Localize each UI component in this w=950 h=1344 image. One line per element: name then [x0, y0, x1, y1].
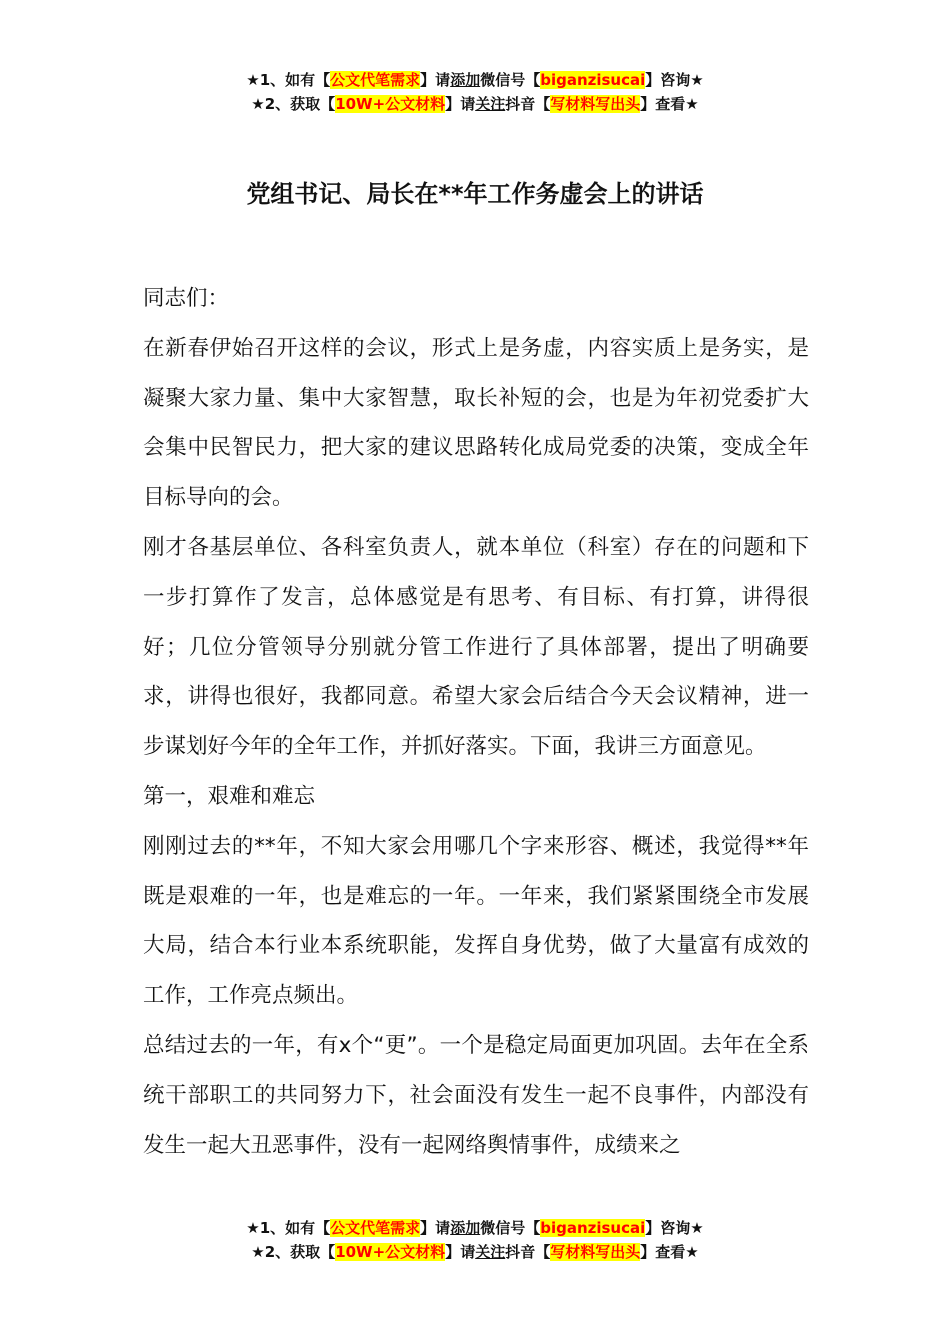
banner-highlight: 10W+公文材料: [335, 1243, 446, 1261]
banner-highlight: 10W+公文材料: [335, 95, 446, 113]
banner-highlight: 公文代笔需求: [330, 71, 421, 89]
salutation: 同志们：: [143, 286, 230, 311]
document-title: 党组书记、局长在**年工作务虚会上的讲话: [246, 180, 704, 208]
document-body: [143, 274, 809, 1170]
banner-highlight: 写材料写出头: [550, 1243, 641, 1261]
paragraph: 总结过去的一年，有x个“更”。一个是稳定局面更加巩固。去年在全系统干部职工的共同努力下，社会面没有发生一起不良事件，内部没有发生一起大丑恶事件，没有一起网络舆情事件，成绩来之: [143, 1032, 809, 1158]
paragraph: 在新春伊始召开这样的会议，形式上是务虚，内容实质上是务实，是凝聚大家力量、集中大家智慧，取长补短的会，也是为年初党委扩大会集中民智民力，把大家的建议思路转化成局党委的决策，变成全年目标导向的会。: [143, 335, 809, 511]
paragraph: 刚才各基层单位、各科室负责人，就本单位（科室）存在的问题和下一步打算作了发言，总体感觉是有思考、有目标、有打算，讲得很好；几位分管领导分别就分管工作进行了具体部署，提出了明确要求，讲得也很好，我都同意。希望大家会后结合今天会议精神，进一步谋划好今年的全年工作，并抓好落实。下面，我讲三方面意见。: [143, 534, 809, 760]
banner-line-1: ★1、如有【公文代笔需求】请添加微信号【biganzisucai】咨询★: [246, 1219, 704, 1237]
banner-highlight: biganzisucai: [540, 71, 646, 89]
banner-highlight: 写材料写出头: [550, 95, 641, 113]
banner-highlight: biganzisucai: [540, 1219, 646, 1237]
footer-banner: [0, 1216, 950, 1264]
banner-line-2: ★2、获取【10W+公文材料】请关注抖音【写材料写出头】查看★: [251, 1243, 699, 1261]
section-heading: 第一，艰难和难忘: [143, 783, 316, 809]
header-banner: [0, 68, 950, 116]
paragraph: 刚刚过去的**年，不知大家会用哪几个字来形容、概述，我觉得**年既是艰难的一年，也是难忘的一年。一年来，我们紧紧围绕全市发展大局，结合本行业本系统职能，发挥自身优势，做了大量富有成效的工作，工作亮点频出。: [143, 833, 809, 1009]
banner-highlight: 公文代笔需求: [330, 1219, 421, 1237]
banner-line-1: ★1、如有【公文代笔需求】请添加微信号【biganzisucai】咨询★: [246, 71, 704, 89]
banner-line-2: ★2、获取【10W+公文材料】请关注抖音【写材料写出头】查看★: [251, 95, 699, 113]
